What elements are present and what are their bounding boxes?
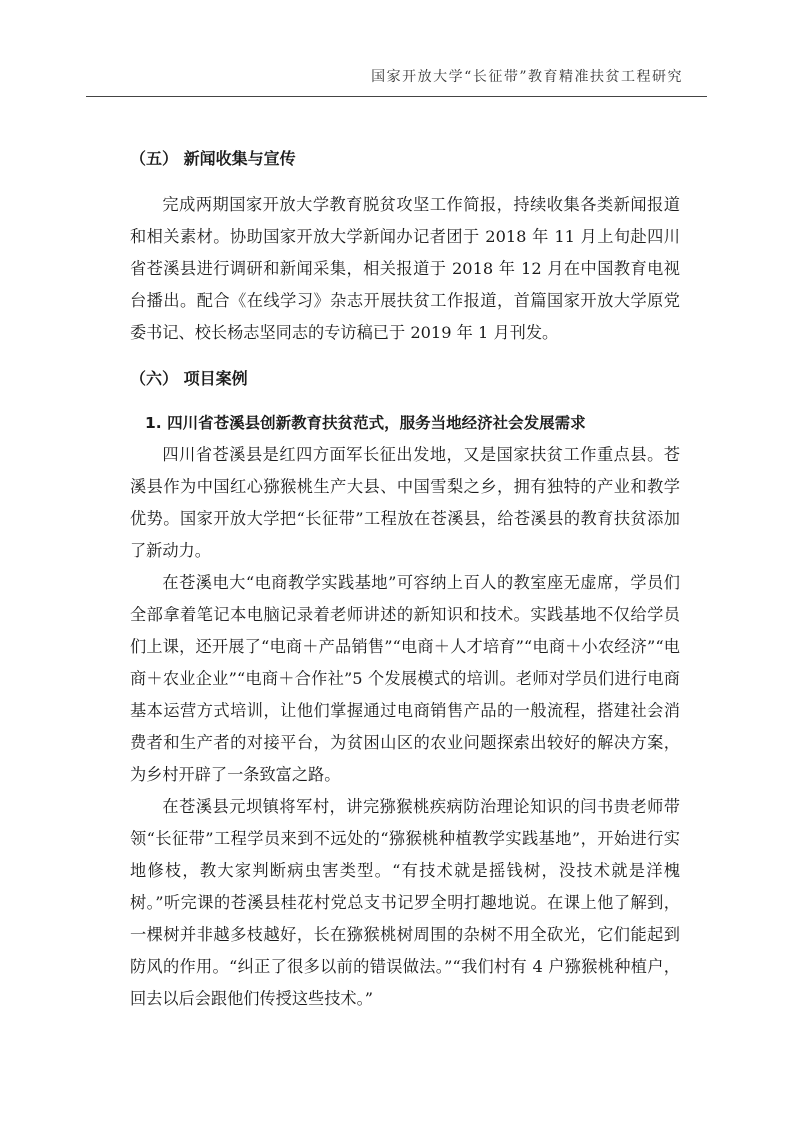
case1-title: 1. 四川省苍溪县创新教育扶贫范式，服务当地经济社会发展需求	[145, 414, 586, 432]
header-divider	[86, 96, 707, 97]
case1-paragraph-3: 在苍溪县元坝镇将军村，讲完猕猴桃疾病防治理论知识的闫书贵老师带领“长征带”工程学员来到不远处的“猕猴桃种植教学实践基地”，开始进行实地修枝，教大家判断病虫害类型。“有技术就是摇钱树，没技术就是洋槐树。”听完课的苍溪县桂花村党总支书记罗全明打趣地说。在课上他了解到，一棵树并非越多枝越好，长在猕猴桃树周围的杂树不用全砍光，它们能起到防风的作用。“纠正了很多以前的错误做法。”“我们村有 4 户猕猴桃种植户，回去以后会跟他们传授这些技术。”	[130, 797, 680, 1008]
running-header-title: 国家开放大学“长征带”教育精准扶贫工程研究	[371, 69, 683, 85]
case1-paragraph-1: 四川省苍溪县是红四方面军长征出发地，又是国家扶贫工作重点县。苍溪县作为中国红心猕猴桃生产大县、中国雪梨之乡，拥有独特的产业和教学优势。国家开放大学把“长征带”工程放在苍溪县，给苍溪县的教育扶贫添加了新动力。	[130, 445, 680, 560]
section-heading-cases: （六） 项目案例	[130, 369, 248, 388]
news-paragraph: 完成两期国家开放大学教育脱贫攻坚工作简报，持续收集各类新闻报道和相关素材。协助国家开放大学新闻办记者团于 2018 年 11 月上旬赴四川省苍溪县进行调研和新闻采集，相关报道于 2018 年 12 月在中国教育电视台播出。配合《在线学习》杂志开展扶贫工作报道，首篇国家开放大学原党委书记、校长杨志坚同志的专访稿已于 2019 年 1 月刊发。	[130, 195, 680, 342]
case1-paragraph-2: 在苍溪电大“电商教学实践基地”可容纳上百人的教室座无虚席，学员们全部拿着笔记本电脑记录着老师讲述的新知识和技术。实践基地不仅给学员们上课，还开展了“电商＋产品销售”“电商＋人才培育”“电商＋小农经济”“电商＋农业企业”“电商＋合作社”5 个发展模式的培训。老师对学员们进行电商基本运营方式培训，让他们掌握通过电商销售产品的一般流程，搭建社会消费者和生产者的对接平台，为贫困山区的农业问题探索出较好的解决方案，为乡村开辟了一条致富之路。	[130, 573, 680, 784]
section-heading-news: （五） 新闻收集与宣传	[130, 149, 296, 168]
page-body	[130, 145, 680, 1015]
